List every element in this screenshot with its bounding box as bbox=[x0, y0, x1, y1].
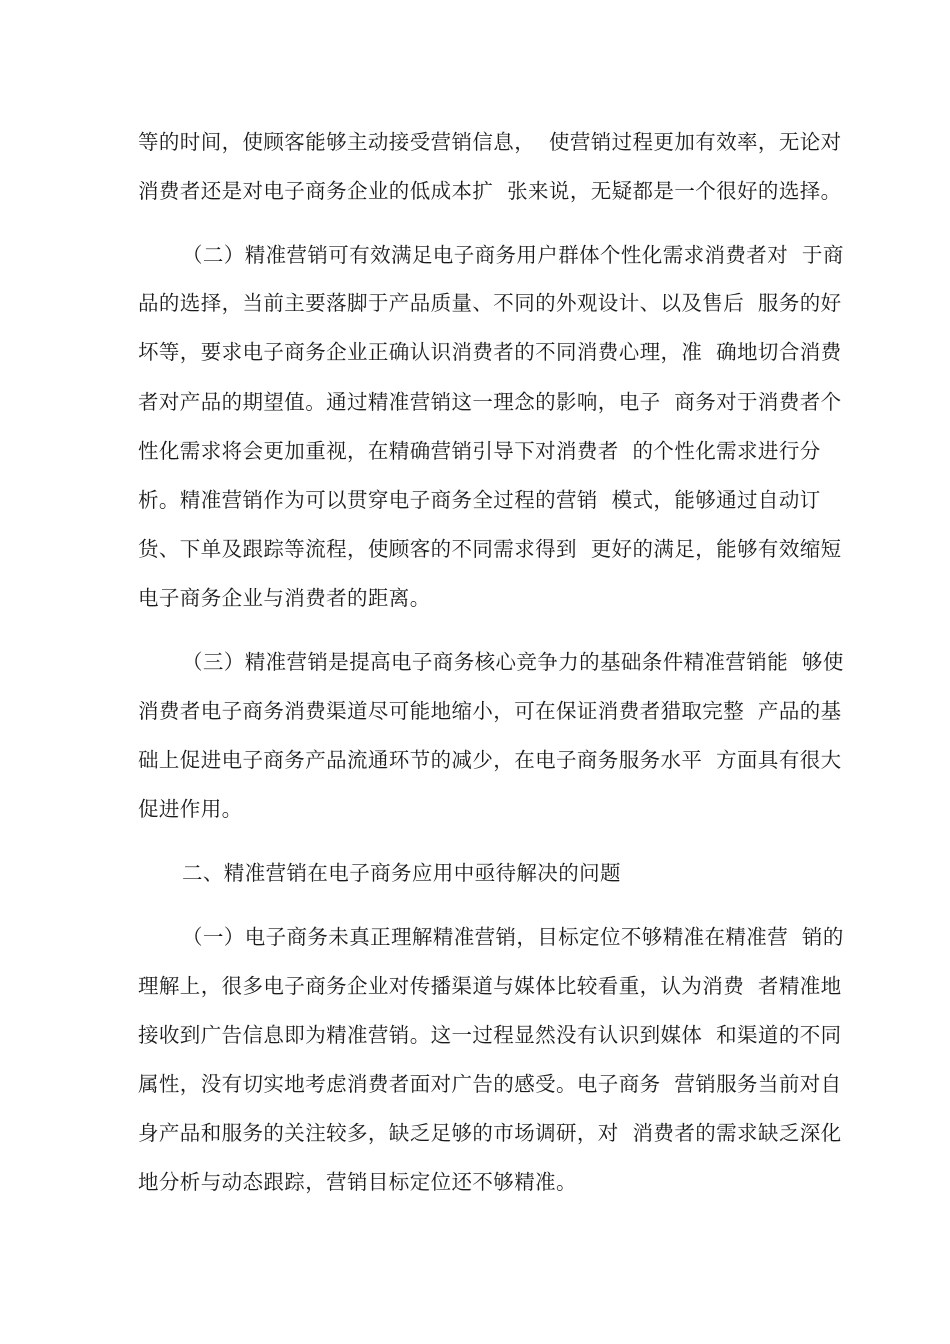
text-line: （一）电子商务未真正理解精准营销，目标定位不够精准在精准营 销的 bbox=[182, 925, 844, 949]
text-line: 理解上，很多电子商务企业对传播渠道与媒体比较看重，认为消费 者精准地 bbox=[138, 974, 842, 998]
text-line: 坏等，要求电子商务企业正确认识消费者的不同消费心理，准 确地切合消费 bbox=[138, 340, 842, 364]
section-heading: 二、精准营销在电子商务应用中亟待解决的问题 bbox=[182, 861, 621, 885]
text-line: 者对产品的期望值。通过精准营销这一理念的影响，电子 商务对于消费者个 bbox=[138, 390, 842, 414]
text-line: 属性，没有切实地考虑消费者面对广告的感受。电子商务 营销服务当前对自 bbox=[138, 1072, 842, 1096]
text-line: 地分析与动态跟踪，营销目标定位还不够精准。 bbox=[138, 1170, 577, 1194]
text-line: 等的时间，使顾客能够主动接受营销信息， 使营销过程更加有效率，无论对 bbox=[138, 130, 842, 154]
text-line: 电子商务企业与消费者的距离。 bbox=[138, 586, 431, 610]
text-line: 接收到广告信息即为精准营销。这一过程显然没有认识到媒体 和渠道的不同 bbox=[138, 1023, 842, 1047]
text-line: 消费者还是对电子商务企业的低成本扩 张来说，无疑都是一个很好的选择。 bbox=[138, 179, 842, 203]
text-line: 身产品和服务的关注较多，缺乏足够的市场调研，对 消费者的需求缺乏深化 bbox=[138, 1121, 842, 1145]
text-line: （三）精准营销是提高电子商务核心竞争力的基础条件精准营销能 够使 bbox=[182, 650, 844, 674]
text-line: 品的选择，当前主要落脚于产品质量、不同的外观设计、以及售后 服务的好 bbox=[138, 291, 842, 315]
text-line: 础上促进电子商务产品流通环节的减少，在电子商务服务水平 方面具有很大 bbox=[138, 748, 842, 772]
text-line: 性化需求将会更加重视，在精确营销引导下对消费者 的个性化需求进行分 bbox=[138, 439, 821, 463]
text-line: 货、下单及跟踪等流程，使顾客的不同需求得到 更好的满足，能够有效缩短 bbox=[138, 537, 842, 561]
text-line: 促进作用。 bbox=[138, 797, 243, 821]
text-line: 消费者电子商务消费渠道尽可能地缩小，可在保证消费者猎取完整 产品的基 bbox=[138, 699, 842, 723]
text-line: 析。精准营销作为可以贯穿电子商务全过程的营销 模式，能够通过自动订 bbox=[138, 488, 821, 512]
text-line: （二）精准营销可有效满足电子商务用户群体个性化需求消费者对 于商 bbox=[182, 243, 844, 267]
